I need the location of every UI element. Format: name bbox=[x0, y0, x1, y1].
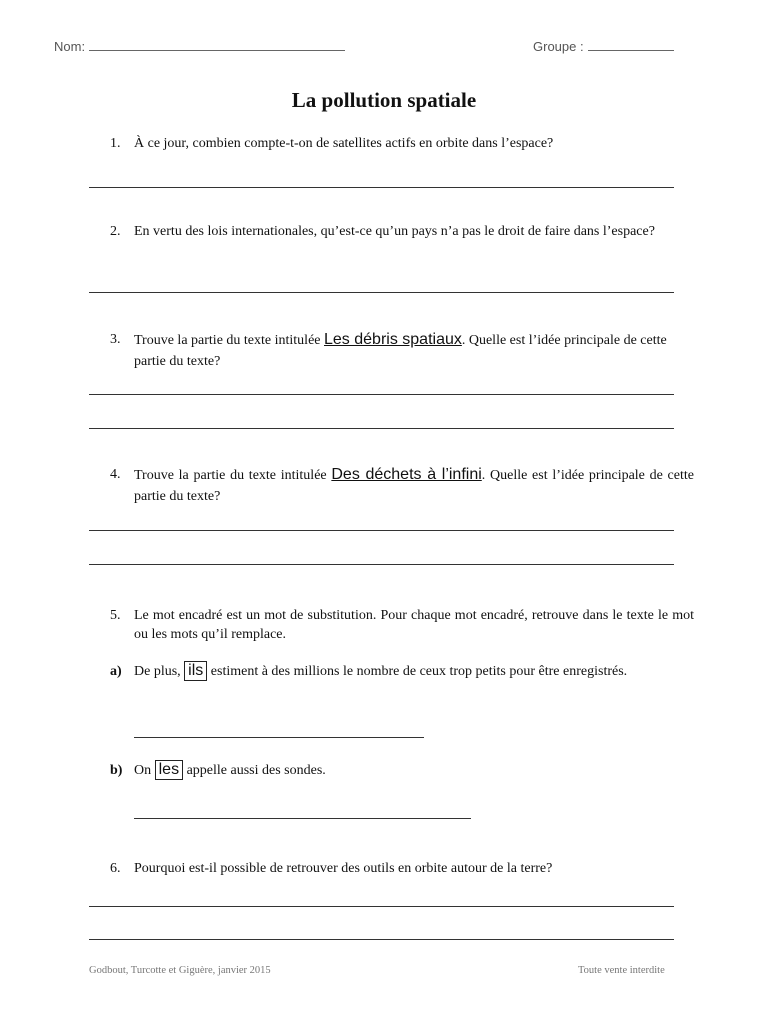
question-number: 1. bbox=[110, 136, 121, 151]
subquestion-a bbox=[110, 661, 670, 682]
subquestion-text: De plus, bbox=[134, 664, 181, 679]
answer-line[interactable] bbox=[89, 292, 674, 293]
question-number: 6. bbox=[110, 861, 121, 876]
answer-line[interactable] bbox=[89, 564, 674, 565]
question-number: 3. bbox=[110, 332, 121, 347]
question-text: Trouve la partie du texte intitulée bbox=[134, 468, 327, 483]
question-6 bbox=[110, 859, 694, 878]
section-heading: Les débris spatiaux bbox=[324, 331, 462, 348]
group-label: Groupe : bbox=[533, 39, 584, 54]
boxed-word: les bbox=[155, 760, 183, 780]
question-text: . Quelle est l’idée principale de cette partie du texte? bbox=[134, 333, 667, 369]
question-5 bbox=[110, 606, 694, 644]
subquestion-text: On bbox=[134, 763, 152, 778]
answer-line[interactable] bbox=[89, 428, 674, 429]
answer-line[interactable] bbox=[89, 530, 674, 531]
group-blank[interactable] bbox=[588, 38, 674, 51]
question-text: À ce jour, combien compte-t-on de satellites actifs en orbite dans l’espace? bbox=[134, 136, 554, 151]
answer-line[interactable] bbox=[134, 818, 471, 819]
boxed-word: ils bbox=[184, 661, 207, 681]
question-number: 5. bbox=[110, 608, 121, 623]
subquestion-b bbox=[110, 760, 670, 781]
group-field bbox=[533, 38, 674, 54]
name-blank[interactable] bbox=[89, 38, 345, 51]
question-text: Pourquoi est-il possible de retrouver des outils en orbite autour de la terre? bbox=[134, 861, 553, 876]
page-title: La pollution spatiale bbox=[291, 88, 477, 112]
name-field bbox=[54, 38, 345, 54]
answer-line[interactable] bbox=[89, 906, 674, 907]
question-2 bbox=[110, 222, 694, 241]
subquestion-letter: a) bbox=[110, 664, 122, 679]
question-number: 2. bbox=[110, 224, 121, 239]
answer-line[interactable] bbox=[89, 939, 674, 940]
footer-credits: Godbout, Turcotte et Giguère, janvier 2015 bbox=[89, 965, 271, 976]
question-3 bbox=[110, 329, 694, 372]
question-4 bbox=[110, 464, 694, 507]
subquestion-text: estiment à des millions le nombre de ceux trop petits pour être enregistrés. bbox=[210, 664, 628, 679]
answer-line[interactable] bbox=[89, 394, 674, 395]
section-heading: Des déchets à l’infini bbox=[331, 466, 482, 483]
subquestion-letter: b) bbox=[110, 763, 123, 778]
question-number: 4. bbox=[110, 467, 121, 482]
question-1 bbox=[110, 134, 694, 153]
answer-line[interactable] bbox=[134, 737, 424, 738]
question-text: Le mot encadré est un mot de substitution. Pour chaque mot encadré, retrouve dans le texte le mot ou les mots qu’il remplace. bbox=[134, 608, 694, 642]
answer-line[interactable] bbox=[89, 187, 674, 188]
name-label: Nom: bbox=[54, 39, 86, 54]
question-text: . Quelle est l’idée principale de cette partie du texte? bbox=[134, 468, 694, 504]
footer-notice: Toute vente interdite bbox=[578, 965, 665, 976]
question-text: Trouve la partie du texte intitulée bbox=[134, 333, 321, 348]
question-text: En vertu des lois internationales, qu’est-ce qu’un pays n’a pas le droit de faire dans l’espace? bbox=[134, 224, 655, 239]
subquestion-text: appelle aussi des sondes. bbox=[186, 763, 326, 778]
